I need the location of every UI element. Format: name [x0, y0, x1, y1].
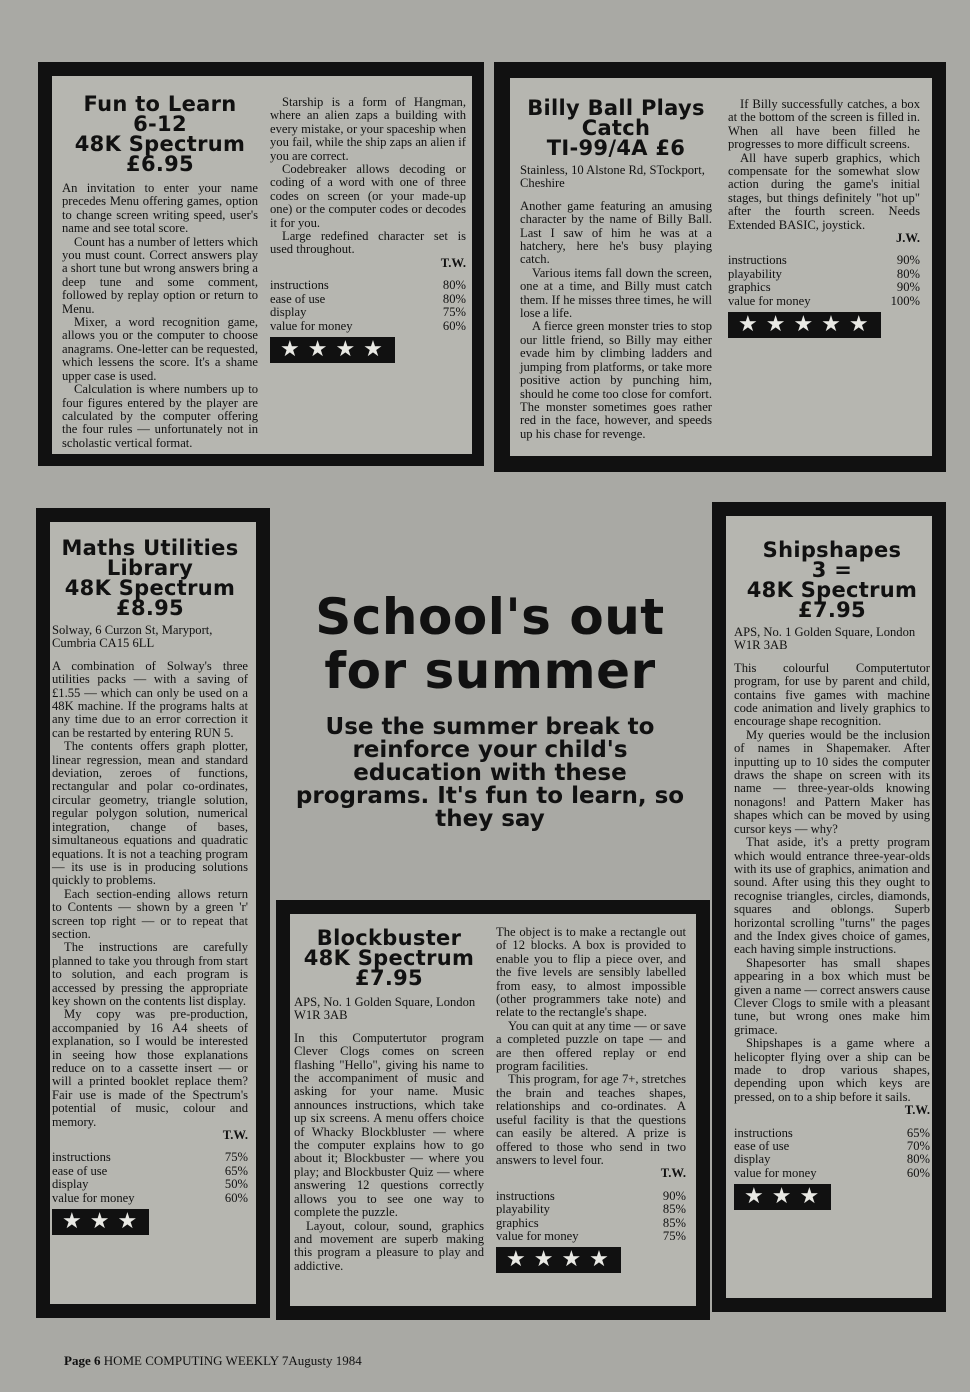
blockbuster-column-1 — [294, 928, 484, 1298]
star-rating: ★★★★ — [496, 1247, 621, 1273]
rating-row: graphics 90% — [728, 280, 920, 295]
ratings-table — [728, 254, 920, 308]
review-paragraph: This program, for age 7+, stretches the brain and teaches shapes, relationships and co-ordinates. A useful facility is that the questions can easily be altered. A prize is offered to those who send in two answers to level four. — [496, 1072, 686, 1167]
review-paragraph: Another game featuring an amusing character by the name of Billy Ball. Last I saw of him he was at a hatchery, here he's busy playing catch. — [520, 198, 712, 267]
review-paragraph: Starship is a form of Hangman, where an alien zaps a building with every mistake, or your spaceship when you fail, while the ship zaps an alien if you are correct. — [270, 95, 466, 163]
ratings-table — [496, 1190, 686, 1244]
ratings-table — [270, 279, 466, 333]
page-number: Page 6 — [64, 1353, 101, 1368]
review-paragraph: The object is to make a rectangle out of 12 blocks. A box is provided to enable you to flip a piece over, and the five levels are sensibly labelled from easy, to almost impossible (other programmers take note) and relate to the rectangle's shape. — [496, 925, 686, 1020]
rating-row: ease of use 80% — [270, 291, 466, 306]
review-paragraph: In this Computertutor program Clever Clogs comes on screen flashing "Hello", giving his name to the accompaniment of music and asking for your name. Music announces instructions, which take up six screens. A menu offers choice of Whacky Blockbluster — where the computer explains how to go about it; Blockbuster — where you play; and Blockbuster Quiz — where answering 12 questions correctly allows you to see one way to complete the puzzle. — [294, 1030, 484, 1220]
rating-row: display 75% — [270, 305, 466, 320]
rating-row: instructions 80% — [270, 278, 466, 293]
review-address: Stainless, 10 Alstone Rd, STockport, Cheshire — [520, 163, 705, 191]
blockbuster-column-2 — [496, 926, 686, 1298]
review-title: Fun to Learn 6-12 48K Spectrum £6.95 — [74, 92, 246, 176]
review-paragraph: An invitation to enter your name precedes Menu offering games, option to change screen writing speed, user's name and see total score. — [62, 181, 258, 236]
review-paragraph: A combination of Solway's three utilities packs — with a saving of £1.55 — which can only be used on a 48K machine. If the programs halts at any time due to an error correction it can be restarted by entering RUN 5. — [52, 658, 248, 740]
shipshapes-column — [734, 540, 930, 1280]
star-rating: ★★★ — [734, 1184, 831, 1210]
rating-row: value for money 60% — [52, 1190, 248, 1205]
review-address: APS, No. 1 Golden Square, London W1R 3AB — [294, 995, 476, 1023]
feature-subtitle: Use the summer break to reinforce your child's education with these programs. It's fun to learn, so they say — [295, 714, 685, 832]
review-paragraph: Layout, colour, sound, graphics and movement are superb making this program a pleasure to play and addictive. — [294, 1218, 484, 1273]
ratings-table — [734, 1127, 930, 1181]
rating-row: playability 80% — [728, 266, 920, 281]
rating-row: ease of use 65% — [52, 1163, 248, 1178]
page-footer — [64, 1354, 362, 1368]
feature-title: School's out for summer — [315, 588, 665, 700]
reviewer-initials: T.W. — [904, 1103, 930, 1118]
review-paragraph: Each section-ending allows return to Contents — shown by a green 'r' screen top right — or to repeat that section. — [52, 886, 248, 941]
rating-row: playability 85% — [496, 1202, 686, 1217]
reviewer-initials: J.W. — [895, 231, 920, 246]
rating-row: instructions 75% — [52, 1150, 248, 1165]
review-paragraph: Various items fall down the screen, one at a time, and Billy must catch them. If he misses three times, he will lose a life. — [520, 265, 712, 321]
review-paragraph: You can quit at any time — or save a completed puzzle on tape — and are then offered replay or end program facilities. — [496, 1018, 686, 1074]
rating-row: display 50% — [52, 1177, 248, 1192]
review-paragraph: My queries would be the inclusion of names in Shapemaker. After inputting up to 10 sides the computer draws the shape on screen with its name — three-year-olds knowing nonagons! and Pattern Maker has shapes which can be moved by using cursor keys — why? — [734, 727, 930, 836]
rating-row: value for money 60% — [270, 318, 466, 333]
review-paragraph: The contents offers graph plotter, linear regression, mean and standard deviation, zeroes of functions, rectangular and polar co-ordinates, circular geometry, triangle solution, regular polygon solution, numerical integration, change of bases, simultaneous equations and quadratic equations. It is not a teaching program — its use is in producing solutions quickly to problems. — [52, 739, 248, 888]
billy-column-1 — [520, 96, 712, 441]
rating-row: value for money 100% — [728, 293, 920, 308]
rating-row: display 80% — [734, 1152, 930, 1167]
rating-row: graphics 85% — [496, 1215, 686, 1230]
star-rating: ★★★★ — [270, 337, 395, 363]
review-paragraph: Mixer, a word recognition game, allows you or the computer to choose anagrams. One-letter can be requested, which lessens the score. It's a shame upper case is used. — [62, 315, 258, 383]
review-paragraph: Large redefined character set is used throughout. — [270, 229, 466, 257]
star-rating: ★★★ — [52, 1209, 149, 1235]
review-address: Solway, 6 Curzon St, Maryport, Cumbria CA15 6LL — [52, 623, 213, 651]
reviewer-initials: T.W. — [440, 255, 466, 270]
review-paragraph: All have superb graphics, which compensate for the somewhat slow action during the game's initial stages, but things definitely "hot up" after the fourth screen. Needs Extended BASIC, joystick. — [728, 150, 920, 232]
review-paragraph: A fierce green monster tries to stop our little friend, so Billy may either evade him by climbing ladders and jumping from platforms, or take more positive action by punching him, should he come too close for comfort. The monster sometimes goes rather red in the face, however, and speeds up his chase for revenge. — [520, 319, 712, 441]
review-paragraph: Codebreaker allows decoding or coding of a word with one of three codes on screen (or your made-up one) or the computer codes or decodes it for you. — [270, 162, 466, 230]
rating-row: ease of use 70% — [734, 1139, 930, 1154]
review-paragraph: If Billy successfully catches, a box at the bottom of the screen is filled in. When all have been filled he progresses to more difficult screens. — [728, 97, 920, 152]
review-paragraph: The instructions are carefully planned to take you through from start to solution, and each program is accessed by pressing the appropriate key shown on the contents list display. — [52, 940, 248, 1008]
rating-row: instructions 65% — [734, 1125, 930, 1140]
reviewer-initials: T.W. — [222, 1128, 248, 1143]
review-title: Maths Utilities Library 48K Spectrum £8.95 — [61, 536, 239, 620]
fun-column-1 — [62, 94, 258, 450]
rating-row: value for money 75% — [496, 1228, 686, 1243]
review-paragraph: My copy was pre-production, accompanied by 16 A4 sheets of explanation, so I would be interested in seeing how those explanations reduce on to a cassette insert — or will a printed booklet replace them? Fair use is made of the Spectrum's potential of music, colour and memory. — [52, 1007, 248, 1129]
rating-row: instructions 90% — [728, 253, 920, 268]
review-paragraph: Count has a number of letters which you must count. Correct answers play a short tune but wrong answers bring a deep tune and some comment, followed by replay option or return to Menu. — [62, 234, 258, 316]
rating-row: value for money 60% — [734, 1165, 930, 1180]
rating-row: instructions 90% — [496, 1188, 686, 1203]
reviewer-initials: T.W. — [660, 1166, 686, 1181]
publication-line: HOME COMPUTING WEEKLY 7Augusty 1984 — [103, 1353, 362, 1368]
review-paragraph: Shipshapes is a game where a helicopter flying over a ship can be made to drop various shapes, depending upon which keys are pressed, on to a ship before it sails. — [734, 1036, 930, 1104]
review-title: Shipshapes 3 = 48K Spectrum £7.95 — [746, 538, 918, 622]
review-paragraph: This colourful Computertutor program, for use by parent and child, contains five games with machine code animation and lively graphics to encourage shape recognition. — [734, 660, 930, 729]
review-paragraph: That aside, it's a pretty program which would entrance three-year-olds with its use of graphics, animation and sound. After using this they ought to recognise triangles, circles, diamonds, squares and oblongs. Superb horizontal scrolling "turns" the pages and the Index gives choice of games, each having simple instructions. — [734, 835, 930, 957]
star-rating: ★★★★★ — [728, 312, 881, 338]
review-title: Blockbuster 48K Spectrum £7.95 — [303, 926, 475, 990]
review-paragraph: Shapesorter has small shapes appearing in a box which must be given a name — correct answers cause Clever Clogs to smile with a pleasant tune, but wrong ones make him grimace. — [734, 955, 930, 1037]
billy-column-2 — [728, 98, 920, 418]
ratings-table — [52, 1151, 248, 1205]
review-address: APS, No. 1 Golden Square, London W1R 3AB — [734, 625, 916, 653]
review-paragraph: Calculation is where numbers up to four figures entered by the player are calculated by the computer offering the four rules — unfortunately not in scholastic vertical format. — [62, 382, 258, 450]
review-title: Billy Ball Plays Catch TI-99/4A £6 — [527, 96, 705, 160]
maths-column — [52, 538, 248, 1298]
fun-column-2 — [270, 96, 466, 426]
